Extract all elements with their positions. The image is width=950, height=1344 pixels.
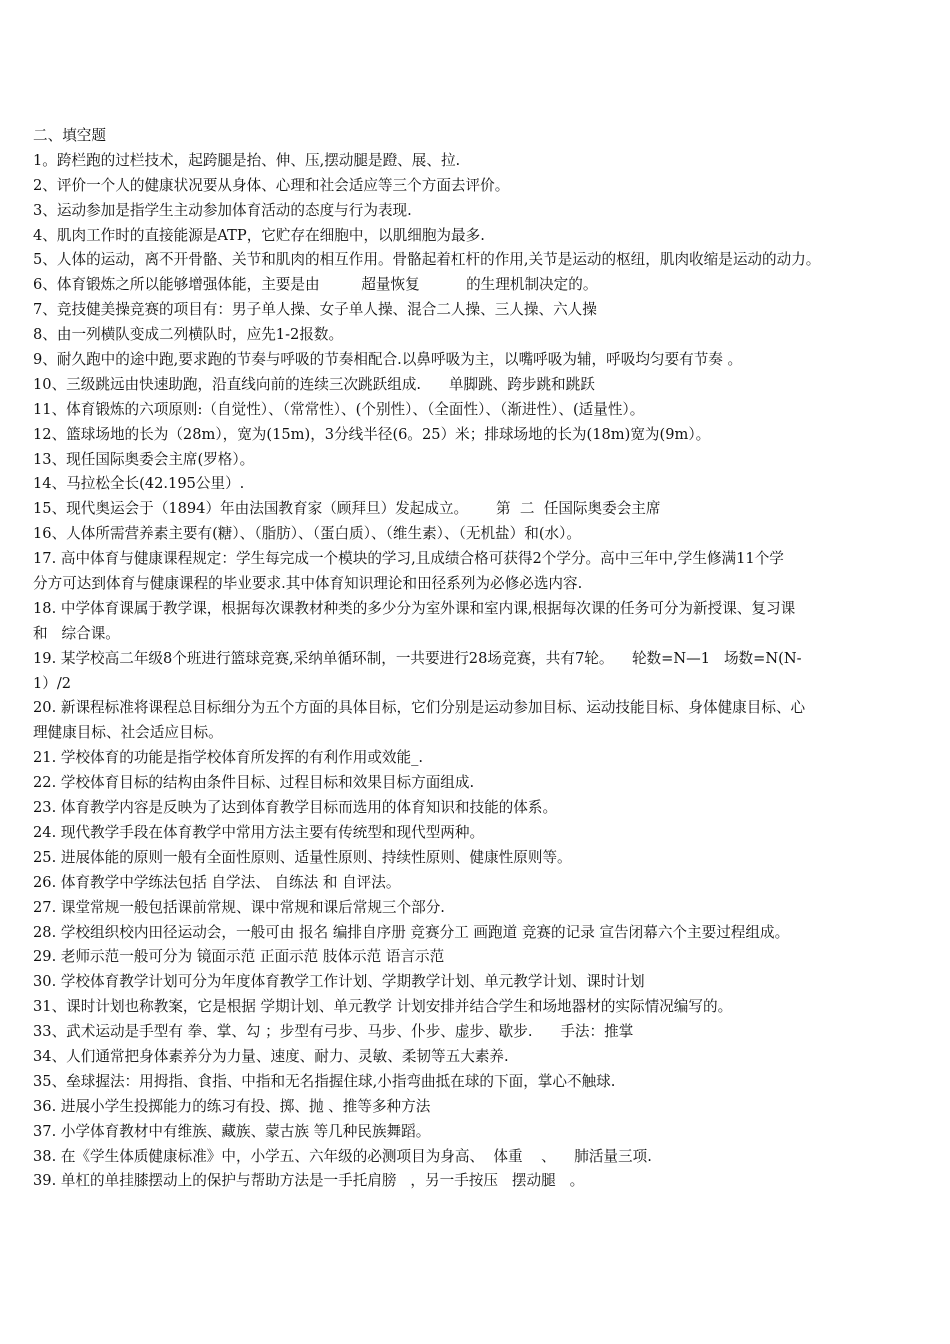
question-line: 11、体育锻炼的六项原则:（自觉性）、（常常性）、(个别性）、（全面性）、（渐进性）、(适量性）。 bbox=[33, 400, 645, 418]
question-line: 15、现代奥运会于（1894）年由法国教育家（顾拜旦）发起成立。 第 二 任国际奥委会主席 bbox=[33, 500, 661, 518]
question-line: 10、三级跳远由快速助跑，沿直线向前的连续三次跳跃组成. 单脚跳、跨步跳和跳跃 bbox=[33, 375, 595, 393]
question-line: 33、武术运动是手型有 拳、掌、勾 ；步型有弓步、马步、仆步、虚步、歇步. 手法：推掌 bbox=[33, 1023, 634, 1041]
question-list bbox=[33, 149, 933, 1194]
question-line: 29. 老师示范一般可分为 镜面示范 正面示范 肢体示范 语言示范 bbox=[33, 948, 445, 966]
question-line: 20. 新课程标准将课程总目标细分为五个方面的具体目标，它们分别是运动参加目标、运动技能目标、身体健康目标、心 bbox=[33, 699, 806, 717]
question-line: 37. 小学体育教材中有维族、藏族、蒙古族 等几种民族舞蹈。 bbox=[33, 1122, 431, 1140]
question-line: 8、由一列横队变成二列横队时，应先1-2报数。 bbox=[33, 326, 344, 344]
question-line: 理健康目标、社会适应目标。 bbox=[33, 724, 223, 742]
question-line: 分方可达到体育与健康课程的毕业要求.其中体育知识理论和田径系列为必修必选内容. bbox=[33, 575, 583, 593]
question-line: 17. 高中体育与健康课程规定：学生每完成一个模块的学习,且成绩合格可获得2个学分。高中三年中,学生修满11个学 bbox=[33, 550, 784, 568]
question-line: 39. 单杠的单挂膝摆动上的保护与帮助方法是一手托肩膀 ，另一手按压 摆动腿 。 bbox=[33, 1172, 585, 1190]
question-line: 25. 进展体能的原则一般有全面性原则、适量性原则、持续性原则、健康性原则等。 bbox=[33, 848, 572, 866]
question-line: 4、肌肉工作时的直接能源是ATP，它贮存在细胞中，以肌细胞为最多. bbox=[33, 226, 485, 244]
question-line: 7、竞技健美操竞赛的项目有：男子单人操、女子单人操、混合二人操、三人操、六人操 bbox=[33, 301, 597, 319]
question-line: 28. 学校组织校内田径运动会，一般可由 报名 编排自序册 竞赛分工 画跑道 竞赛的记录 宣告闭幕六个主要过程组成。 bbox=[33, 923, 790, 941]
question-line: 38. 在《学生体质健康标准》中，小学五、六年级的必测项目为身高、 体重 、 肺活量三项. bbox=[33, 1147, 652, 1165]
question-line: 26. 体育教学中学练法包括 自学法、 自练法 和 自评法。 bbox=[33, 873, 401, 891]
question-line: 19. 某学校高二年级8个班进行篮球竞赛,采纳单循环制，一共要进行28场竞赛，共有7轮。 轮数=N—1 场数=N(N- bbox=[33, 649, 802, 667]
question-line: 36. 进展小学生投掷能力的练习有投、掷、抛 、推等多种方法 bbox=[33, 1097, 431, 1115]
question-line: 13、现任国际奥委会主席(罗格）。 bbox=[33, 450, 255, 468]
question-line: 34、人们通常把身体素养分为力量、速度、耐力、灵敏、柔韧等五大素养. bbox=[33, 1047, 509, 1065]
question-line: 14、马拉松全长(42.195公里）. bbox=[33, 475, 245, 493]
question-line: 24. 现代教学手段在体育教学中常用方法主要有传统型和现代型两种。 bbox=[33, 823, 485, 841]
question-line: 5、人体的运动，离不开骨骼、关节和肌肉的相互作用。骨骼起着杠杆的作用,关节是运动的枢纽，肌肉收缩是运动的动力。 bbox=[33, 251, 821, 269]
question-line: 和 综合课。 bbox=[33, 624, 120, 642]
section-heading: 二、填空题 bbox=[33, 127, 106, 144]
question-line: 16、人体所需营养素主要有(糖）、（脂肪）、（蛋白质）、（维生素）、（无机盐）和(水）。 bbox=[33, 525, 582, 543]
question-line: 35、垒球握法：用拇指、食指、中指和无名指握住球,小指弯曲抵在球的下面，掌心不触球. bbox=[33, 1072, 616, 1090]
question-line: 31、课时计划也称教案，它是根据 学期计划、单元教学 计划安排并结合学生和场地器材的实际情况编写的。 bbox=[33, 998, 733, 1016]
document-page bbox=[33, 124, 933, 1194]
question-line: 6、体育锻炼之所以能够增强体能，主要是由 超量恢复 的生理机制决定的。 bbox=[33, 276, 598, 294]
question-line: 21. 学校体育的功能是指学校体育所发挥的有利作用或效能_. bbox=[33, 749, 424, 767]
question-line: 3、运动参加是指学生主动参加体育活动的态度与行为表现. bbox=[33, 201, 412, 219]
question-line: 12、篮球场地的长为（28m），宽为(15m)，3分线半径(6。25）米；排球场地的长为(18m)宽为(9m）。 bbox=[33, 425, 711, 443]
question-line: 30. 学校体育教学计划可分为年度体育教学工作计划、学期教学计划、单元教学计划、课时计划 bbox=[33, 973, 645, 991]
question-line: 22. 学校体育目标的结构由条件目标、过程目标和效果目标方面组成. bbox=[33, 774, 475, 792]
question-line: 23. 体育教学内容是反映为了达到体育教学目标而选用的体育知识和技能的体系。 bbox=[33, 799, 558, 817]
question-line: 27. 课堂常规一般包括课前常规、课中常规和课后常规三个部分. bbox=[33, 898, 445, 916]
question-line: 1）/2 bbox=[33, 674, 72, 692]
question-line: 18. 中学体育课属于教学课，根据每次课教材种类的多少分为室外课和室内课,根据每次课的任务可分为新授课、复习课 bbox=[33, 599, 796, 617]
question-line: 9、耐久跑中的途中跑,要求跑的节奏与呼吸的节奏相配合.以鼻呼吸为主，以嘴呼吸为辅，呼吸均匀要有节奏 。 bbox=[33, 351, 743, 369]
question-line: 1。跨栏跑的过栏技术，起跨腿是抬、伸、压,摆动腿是蹬、展、拉. bbox=[33, 151, 461, 169]
question-line: 2、评价一个人的健康状况要从身体、心理和社会适应等三个方面去评价。 bbox=[33, 176, 510, 194]
